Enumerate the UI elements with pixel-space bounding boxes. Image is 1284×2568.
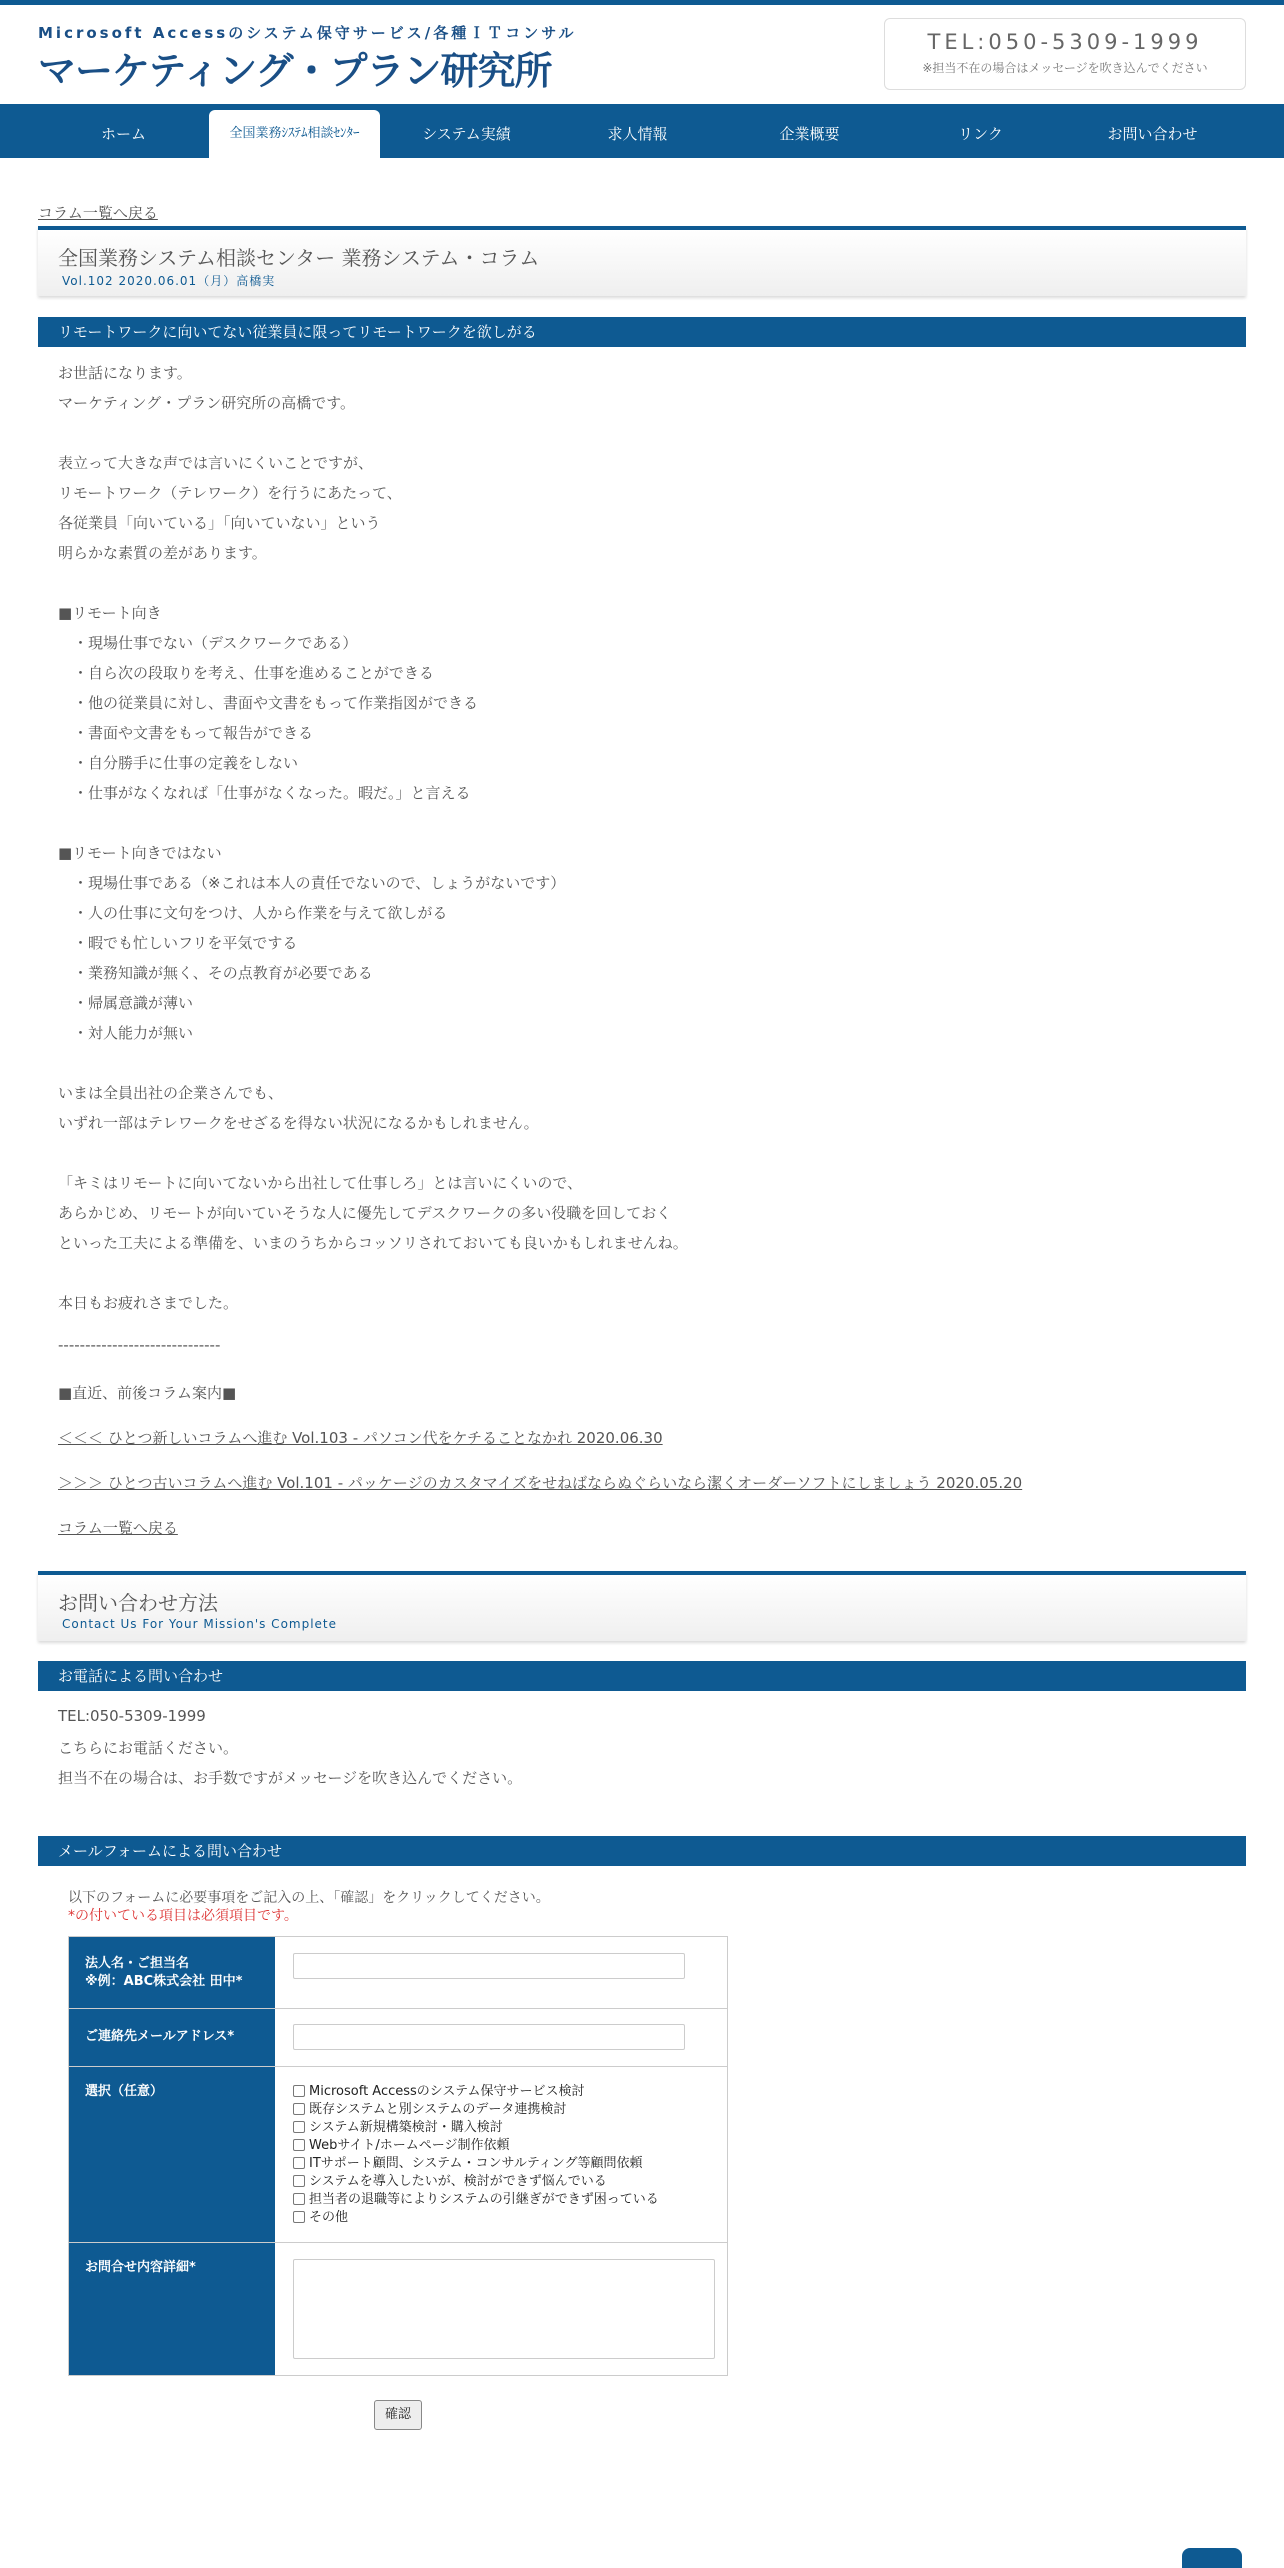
logo-tagline: Microsoft Accessのシステム保守サービス/各種ＩＴコンサル (38, 24, 577, 42)
select-label: 選択（任意） (69, 2067, 275, 2242)
contact-form (68, 1936, 728, 2376)
column-line: 本日もお疲れさまでした。 (58, 1294, 239, 1312)
column-line: リモートワーク（テレワーク）を行うにあたって、 (58, 484, 402, 502)
column-line: 表立って大きな声では言いにくいことですが、 (58, 454, 374, 472)
option-checkbox[interactable] (293, 2173, 659, 2191)
required-note: *の付いている項目は必須項目です。 (68, 1908, 298, 1924)
form-row-select (69, 2067, 727, 2243)
option-checkbox[interactable] (293, 2137, 659, 2155)
column-line: といった工夫による準備を、いまのうちからコッソリされておいても良いかもしれませんね。 (58, 1234, 688, 1252)
nav-links[interactable]: リンク (958, 125, 1003, 143)
nav-consultation-center[interactable]: 全国業務ｼｽﾃﾑ相談ｾﾝﾀｰ (209, 110, 380, 158)
column-line: ■リモート向きではない (58, 844, 222, 862)
option-checkbox[interactable] (293, 2155, 659, 2173)
column-line: いずれ一部はテレワークをせざるを得ない状況になるかもしれません。 (58, 1114, 539, 1132)
nav-home[interactable]: ホーム (100, 125, 146, 143)
option-label: ITサポート顧問、システム・コンサルティング等顧問依頼 (309, 2156, 643, 2171)
contact-subtitle: Contact Us For Your Mission's Complete (62, 1617, 338, 1631)
column-line: ■直近、前後コラム案内■ (58, 1384, 237, 1402)
checkbox-box[interactable] (293, 2211, 305, 2223)
column-line: ・対人能力が無い (58, 1024, 194, 1042)
detail-textarea[interactable] (293, 2259, 715, 2359)
column-line: ・自ら次の段取りを考え、仕事を進めることができる (58, 664, 434, 682)
top-accent-line (0, 0, 1284, 5)
column-line: お世話になります。 (58, 364, 192, 382)
confirm-button[interactable]: 確認 (374, 2400, 422, 2430)
option-checkbox[interactable] (293, 2209, 659, 2227)
contact-title-box (38, 1571, 1246, 1641)
back-to-column-list-bottom[interactable]: コラム一覧へ戻る (58, 1519, 178, 1537)
column-title: 全国業務システム相談センター 業務システム・コラム (58, 246, 540, 270)
column-subtitle: Vol.102 2020.06.01（月）高橋実 (62, 274, 276, 288)
option-checkbox[interactable] (293, 2191, 659, 2209)
form-row-name (69, 1937, 727, 2009)
checkbox-box[interactable] (293, 2103, 305, 2115)
column-title-box (38, 226, 1246, 296)
scroll-to-top-button[interactable] (1182, 2548, 1242, 2568)
phone-contact-heading: お電話による問い合わせ (38, 1661, 1246, 1691)
checkbox-box[interactable] (293, 2193, 305, 2205)
name-input[interactable] (293, 1953, 685, 1979)
column-line: ・暇でも忙しいフリを平気でする (58, 934, 298, 952)
column-line: 各従業員「向いている」「向いていない」という (58, 514, 381, 532)
option-checkbox[interactable] (293, 2101, 659, 2119)
column-line: ・書面や文書をもって報告ができる (58, 724, 314, 742)
form-intro: 以下のフォームに必要事項をご記入の上、「確認」をクリックしてください。 (68, 1890, 550, 1906)
column-line: あらかじめ、リモートが向いていそうな人に優先してデスクワークの多い役職を回しておく (58, 1204, 672, 1222)
checkbox-box[interactable] (293, 2139, 305, 2151)
column-line: 「キミはリモートに向いてないから出社して仕事しろ」とは言いにくいので、 (58, 1174, 583, 1192)
option-label: システムを導入したいが、検討ができず悩んでいる (309, 2174, 607, 2189)
back-to-column-list-top[interactable]: コラム一覧へ戻る (38, 204, 158, 222)
column-line: マーケティング・プラン研究所の高橋です。 (58, 394, 356, 412)
name-label (69, 1937, 275, 2008)
column-line: ・帰属意識が薄い (58, 994, 194, 1012)
detail-label: お問合せ内容詳細* (69, 2243, 275, 2375)
checkbox-box[interactable] (293, 2121, 305, 2133)
header-phone-note: ※担当不在の場合はメッセージを吹き込んでください (922, 61, 1208, 75)
phone-line: こちらにお電話ください。 (58, 1739, 239, 1757)
nav-system-results[interactable]: システム実績 (422, 125, 511, 143)
column-line: ・人の仕事に文句をつけ、人から作業を与えて欲しがる (58, 904, 448, 922)
nav-contact[interactable]: お問い合わせ (1107, 125, 1198, 143)
column-line: いまは全員出社の企業さんでも、 (58, 1084, 284, 1102)
logo-title: マーケティング・プラン研究所 (38, 49, 552, 93)
next-column-link[interactable]: ＜＜＜ ひとつ新しいコラムへ進む Vol.103 - パソコン代をケチることなかれ 2020.06.30 (58, 1429, 663, 1447)
phone-line: 担当不在の場合は、お手数ですがメッセージを吹き込んでください。 (58, 1769, 523, 1787)
column-line: ・仕事がなくなれば「仕事がなくなった。暇だ。」と言える (58, 784, 471, 802)
option-label: Webサイト/ホームページ制作依頼 (309, 2138, 510, 2153)
form-row-detail (69, 2243, 727, 2375)
header-phone-number: TEL:050-5309-1999 (927, 30, 1203, 54)
main-nav (0, 104, 1284, 158)
option-list (293, 2083, 659, 2227)
contact-title: お問い合わせ方法 (58, 1591, 218, 1615)
mail-contact-heading: メールフォームによる問い合わせ (38, 1836, 1246, 1866)
column-line: ■リモート向き (58, 604, 162, 622)
checkbox-box[interactable] (293, 2157, 305, 2169)
column-line: ・現場仕事でない（デスクワークである） (58, 634, 358, 652)
column-line: ・現場仕事である（※これは本人の責任でないので、しょうがないです） (58, 874, 566, 892)
option-checkbox[interactable] (293, 2083, 659, 2101)
column-heading: リモートワークに向いてない従業員に限ってリモートワークを欲しがる (38, 317, 1246, 347)
name-label-line1: 法人名・ご担当名 (85, 1956, 190, 1971)
nav-company[interactable]: 企業概要 (779, 125, 840, 143)
prev-column-link[interactable]: ＞＞＞ ひとつ古いコラムへ進む Vol.101 - パッケージのカスタマイズをせねばならぬぐらいなら潔くオーダーソフトにしましょう 2020.05.20 (58, 1474, 1023, 1492)
checkbox-box[interactable] (293, 2175, 305, 2187)
option-label: システム新規構築検討・購入検討 (309, 2120, 503, 2135)
column-line: ・自分勝手に仕事の定義をしない (58, 754, 299, 772)
name-label-line2: ※例：ABC株式会社 田中* (85, 1974, 243, 1989)
email-input[interactable] (293, 2024, 685, 2050)
email-label: ご連絡先メールアドレス* (69, 2009, 275, 2066)
site-logo[interactable] (38, 18, 577, 93)
option-label: 担当者の退職等によりシステムの引継ぎができず困っている (309, 2192, 659, 2207)
form-row-email (69, 2009, 727, 2067)
column-line: 明らかな素質の差があります。 (58, 544, 267, 562)
option-label: その他 (309, 2210, 349, 2225)
column-line: ・他の従業員に対し、書面や文書をもって作業指図ができる (58, 694, 479, 712)
column-line: ・業務知識が無く、その点教育が必要である (58, 964, 373, 982)
nav-jobs[interactable]: 求人情報 (607, 125, 668, 143)
checkbox-box[interactable] (293, 2085, 305, 2097)
option-checkbox[interactable] (293, 2119, 659, 2137)
option-label: Microsoft Accessのシステム保守サービス検討 (309, 2084, 585, 2099)
header-phone-box (884, 18, 1246, 90)
phone-line: TEL:050-5309-1999 (58, 1707, 206, 1725)
option-label: 既存システムと別システムのデータ連携検討 (309, 2102, 567, 2117)
column-divider: ------------------------------ (58, 1336, 221, 1354)
